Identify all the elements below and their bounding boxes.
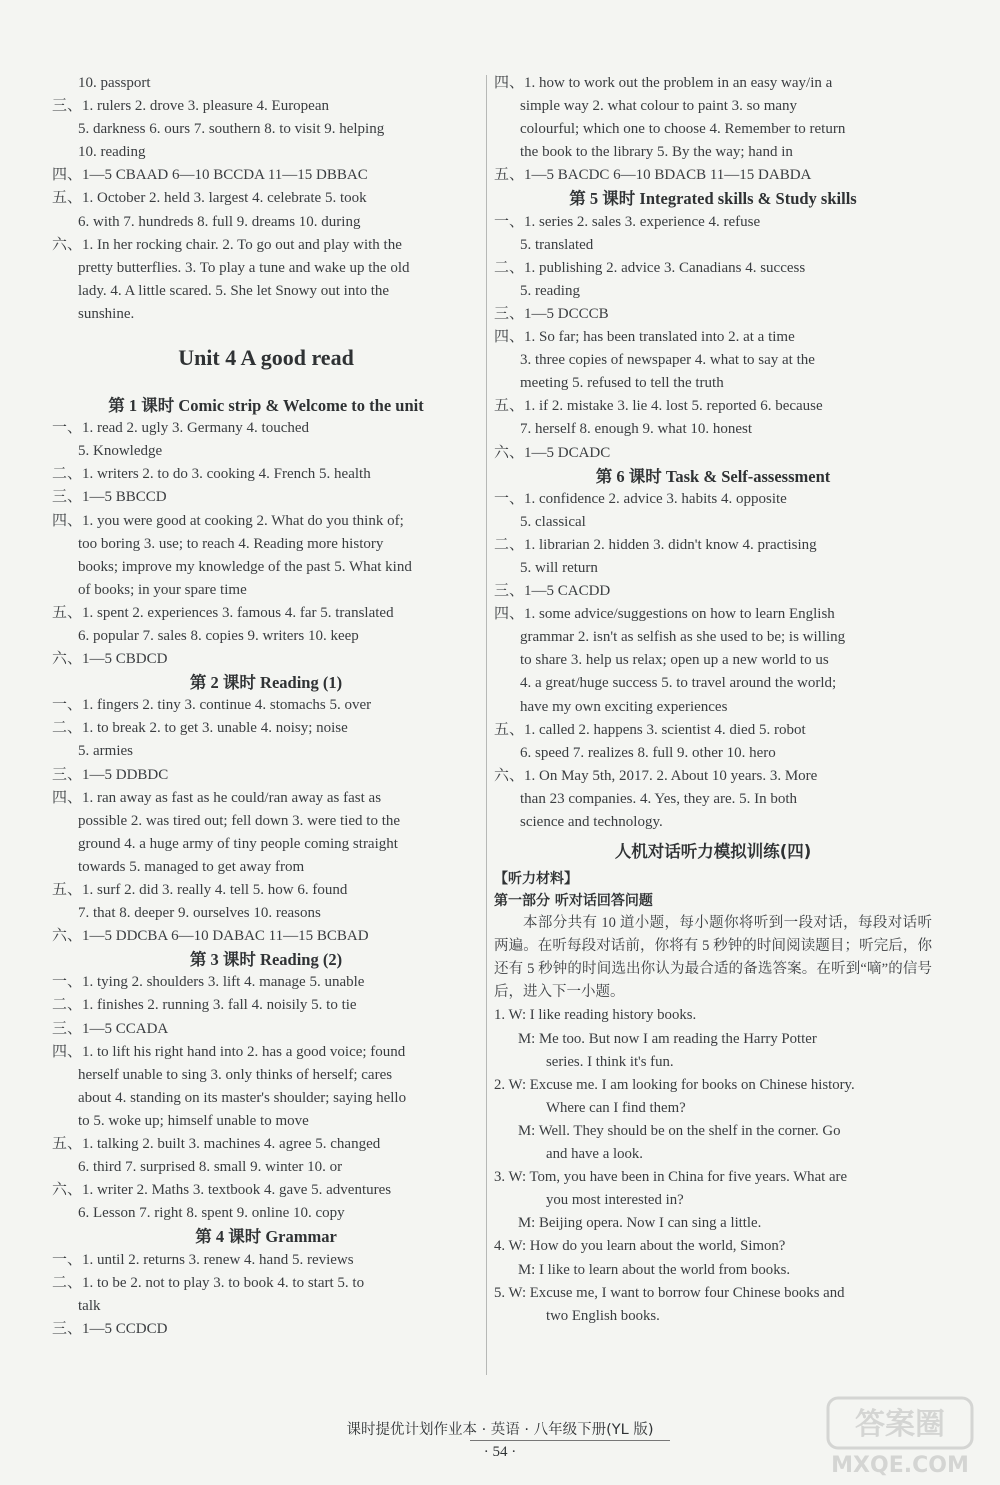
answer-line: herself unable to sing 3. only thinks of herself; cares: [78, 1066, 393, 1083]
answer-line: 六、1. On May 5th, 2017. 2. About 10 years. 3. More: [494, 767, 818, 784]
dialogue-line: series. I think it's fun.: [546, 1053, 674, 1070]
answer-line: 五、1—5 BACDC 6—10 BDACB 11—15 DABDA: [494, 167, 812, 184]
answer-line: 3. three copies of newspaper 4. what to say at the: [520, 352, 815, 369]
answer-line: 一、1. tying 2. shoulders 3. lift 4. manage 5. unable: [52, 974, 365, 991]
dialogue-line: and have a look.: [546, 1146, 643, 1163]
answer-line: 6. Lesson 7. right 8. spent 9. online 10. copy: [78, 1205, 345, 1222]
answer-line: 五、1. if 2. mistake 3. lie 4. lost 5. reported 6. because: [494, 398, 823, 415]
answer-line: to share 3. help us relax; open up a new world to us: [520, 652, 829, 669]
answer-line: 五、1. October 2. held 3. largest 4. celebrate 5. took: [52, 190, 367, 207]
answer-line: have my own exciting experiences: [520, 698, 728, 715]
answer-line: 六、1—5 DCADC: [494, 444, 611, 461]
dialogue-line: Where can I find them?: [546, 1099, 686, 1116]
answer-line: 二、1. to break 2. to get 3. unable 4. noisy; noise: [52, 720, 348, 737]
part-intro: 本部分共有 10 道小题，每小题你将听到一段对话，每段对话听两遍。在听每段对话前，你将有 5 秒钟的时间阅读题目；听完后，你还有 5 秒钟的时间选出你认为最合适的备选答案。在听到“嘀”的信号后，进入下一小题。: [494, 915, 932, 1001]
answer-line: 四、1. you were good at cooking 2. What do you think of;: [52, 512, 404, 529]
answer-line: 7. herself 8. enough 9. what 10. honest: [520, 421, 753, 438]
left-column: [52, 72, 480, 1341]
page-number: · 54 ·: [483, 1444, 517, 1460]
answer-line: 6. speed 7. realizes 8. full 9. other 10. hero: [520, 744, 776, 761]
dialogue-line: M: I like to learn about the world from books.: [518, 1261, 791, 1278]
dialogue-line: M: Me too. But now I am reading the Harry Potter: [518, 1030, 817, 1047]
answer-line: colourful; which one to choose 4. Remember to return: [520, 121, 846, 138]
book-title: 课时提优计划作业本 · 英语 · 八年级下册(YL 版): [346, 1422, 654, 1438]
listening-title: 人机对话听力模拟训练(四): [614, 842, 812, 862]
answer-line: 一、1. series 2. sales 3. experience 4. refuse: [494, 213, 761, 230]
answer-line: 10. reading: [78, 144, 146, 161]
dialogue-line: 5. W: Excuse me, I want to borrow four Chinese books and: [494, 1284, 845, 1301]
answer-line: 二、1. publishing 2. advice 3. Canadians 4. success: [494, 259, 806, 276]
answer-line: 7. that 8. deeper 9. ourselves 10. reasons: [78, 905, 321, 922]
footer-underline: [470, 1440, 670, 1441]
answer-line: meeting 5. refused to tell the truth: [520, 375, 724, 392]
answer-line: to 5. woke up; himself unable to move: [78, 1112, 309, 1129]
answer-line: of books; in your spare time: [78, 581, 247, 598]
answer-line: 六、1. writer 2. Maths 3. textbook 4. gave 5. adventures: [52, 1182, 392, 1199]
answer-line: 6. third 7. surprised 8. small 9. winter 10. or: [78, 1159, 343, 1176]
answer-line: 二、1. to be 2. not to play 3. to book 4. to start 5. to: [52, 1274, 365, 1291]
answer-line: 五、1. called 2. happens 3. scientist 4. died 5. robot: [494, 721, 806, 738]
right-column: [494, 72, 932, 1328]
part-title: 第一部分 听对话回答问题: [494, 893, 653, 910]
answer-line: 三、1—5 BBCCD: [52, 489, 167, 506]
answer-line: 5. classical: [520, 513, 586, 530]
answer-line: about 4. standing on its master's shoulder; saying hello: [78, 1089, 407, 1106]
answer-line: 三、1—5 DCCCB: [494, 305, 609, 322]
svg-text:答案圈: 答案圈: [855, 1407, 945, 1442]
answer-line: pretty butterflies. 3. To play a tune and wake up the old: [78, 259, 410, 276]
answer-line: 五、1. surf 2. did 3. really 4. tell 5. how 6. found: [52, 882, 348, 898]
lesson-title: 第 5 课时 Integrated skills & Study skills: [569, 189, 857, 209]
lesson-title: 第 1 课时 Comic strip & Welcome to the unit: [108, 396, 424, 416]
answer-line: simple way 2. what colour to paint 3. so many: [520, 98, 798, 115]
answer-line: 5. translated: [520, 236, 594, 253]
answer-line: talk: [78, 1297, 101, 1314]
answer-line: 四、1. So far; has been translated into 2. at a time: [494, 329, 795, 346]
answer-line: 六、1. In her rocking chair. 2. To go out and play with the: [52, 236, 402, 253]
dialogue-line: 1. W: I like reading history books.: [494, 1007, 697, 1024]
answer-line: 一、1. confidence 2. advice 3. habits 4. opposite: [494, 490, 787, 507]
lesson-title: 第 4 课时 Grammar: [195, 1227, 337, 1247]
answer-line: the book to the library 5. By the way; hand in: [520, 144, 793, 161]
answer-line: towards 5. managed to get away from: [78, 858, 305, 875]
answer-line: 一、1. read 2. ugly 3. Germany 4. touched: [52, 420, 310, 437]
column-divider: [486, 75, 487, 1375]
answer-line: sunshine.: [78, 305, 135, 322]
answer-line: ground 4. a huge army of tiny people coming straight: [78, 835, 398, 852]
answer-line: 一、1. until 2. returns 3. renew 4. hand 5. reviews: [52, 1251, 354, 1268]
watermark-logo: [820, 1390, 980, 1480]
dialogue-line: two English books.: [546, 1307, 660, 1324]
dialogue-line: 2. W: Excuse me. I am looking for books on Chinese history.: [494, 1076, 855, 1093]
material-label: 【听力材料】: [494, 871, 578, 888]
answer-line: 六、1—5 DDCBA 6—10 DABAC 11—15 BCBAD: [52, 928, 369, 945]
lesson-title: 第 3 课时 Reading (2): [189, 950, 343, 970]
answer-line: 二、1. writers 2. to do 3. cooking 4. French 5. health: [52, 466, 371, 483]
answer-line: 三、1—5 CCDCD: [52, 1320, 168, 1337]
svg-text:MXQE.COM: MXQE.COM: [831, 1453, 969, 1478]
answer-line: grammar 2. isn't as selfish as she used to be; is willing: [520, 629, 846, 646]
answer-line: books; improve my knowledge of the past 5. What kind: [78, 558, 412, 575]
answer-line: 三、1—5 CCADA: [52, 1020, 169, 1037]
answer-line: 5. darkness 6. ours 7. southern 8. to visit 9. helping: [78, 121, 385, 138]
answer-line: 6. with 7. hundreds 8. full 9. dreams 10. during: [78, 213, 361, 230]
answer-line: 五、1. talking 2. built 3. machines 4. agree 5. changed: [52, 1136, 381, 1153]
answer-line: 四、1. some advice/suggestions on how to learn English: [494, 606, 835, 623]
answer-line: 三、1. rulers 2. drove 3. pleasure 4. European: [52, 98, 330, 115]
answer-line: 三、1—5 CACDD: [494, 583, 611, 600]
dialogue-line: 4. W: How do you learn about the world, Simon?: [494, 1238, 786, 1255]
answer-line: 四、1. how to work out the problem in an easy way/in a: [494, 75, 833, 91]
answer-line: 5. armies: [78, 743, 133, 760]
answer-line: 五、1. spent 2. experiences 3. famous 4. far 5. translated: [52, 604, 394, 621]
answer-line: 三、1—5 DDBDC: [52, 766, 169, 783]
dialogue-line: M: Well. They should be on the shelf in the corner. Go: [518, 1122, 841, 1139]
answer-line: 四、1. ran away as fast as he could/ran away as fast as: [52, 789, 382, 806]
answer-line: 4. a great/huge success 5. to travel around the world;: [520, 675, 837, 692]
answer-line: 5. Knowledge: [78, 443, 163, 460]
answer-line: too boring 3. use; to reach 4. Reading more history: [78, 535, 384, 552]
answer-line: possible 2. was tired out; fell down 3. were tied to the: [78, 812, 401, 829]
answer-line: 二、1. librarian 2. hidden 3. didn't know 4. practising: [494, 536, 817, 553]
lesson-title: 第 6 课时 Task & Self-assessment: [595, 466, 831, 486]
answer-line: 5. will return: [520, 559, 598, 576]
answer-line: 二、1. finishes 2. running 3. fall 4. noisily 5. to tie: [52, 997, 357, 1014]
answer-line: 六、1—5 CBDCD: [52, 651, 168, 668]
answer-line: than 23 companies. 4. Yes, they are. 5. In both: [520, 790, 798, 807]
dialogue-line: you most interested in?: [546, 1192, 684, 1209]
answer-line: lady. 4. A little scared. 5. She let Snowy out into the: [78, 282, 390, 299]
answer-line: 四、1. to lift his right hand into 2. has a good voice; found: [52, 1043, 406, 1060]
dialogue-line: M: Beijing opera. Now I can sing a little.: [518, 1215, 762, 1232]
unit-title: Unit 4 A good read: [178, 345, 354, 371]
answer-line: 5. reading: [520, 282, 580, 299]
lesson-title: 第 2 课时 Reading (1): [189, 673, 343, 693]
answer-line: science and technology.: [520, 814, 663, 830]
dialogue-line: 3. W: Tom, you have been in China for five years. What are: [494, 1169, 848, 1186]
answer-line: 6. popular 7. sales 8. copies 9. writers 10. keep: [78, 627, 359, 644]
answer-line: 10. passport: [78, 75, 151, 91]
answer-line: 一、1. fingers 2. tiny 3. continue 4. stomachs 5. over: [52, 697, 372, 714]
answer-line: 四、1—5 CBAAD 6—10 BCCDA 11—15 DBBAC: [52, 167, 368, 184]
